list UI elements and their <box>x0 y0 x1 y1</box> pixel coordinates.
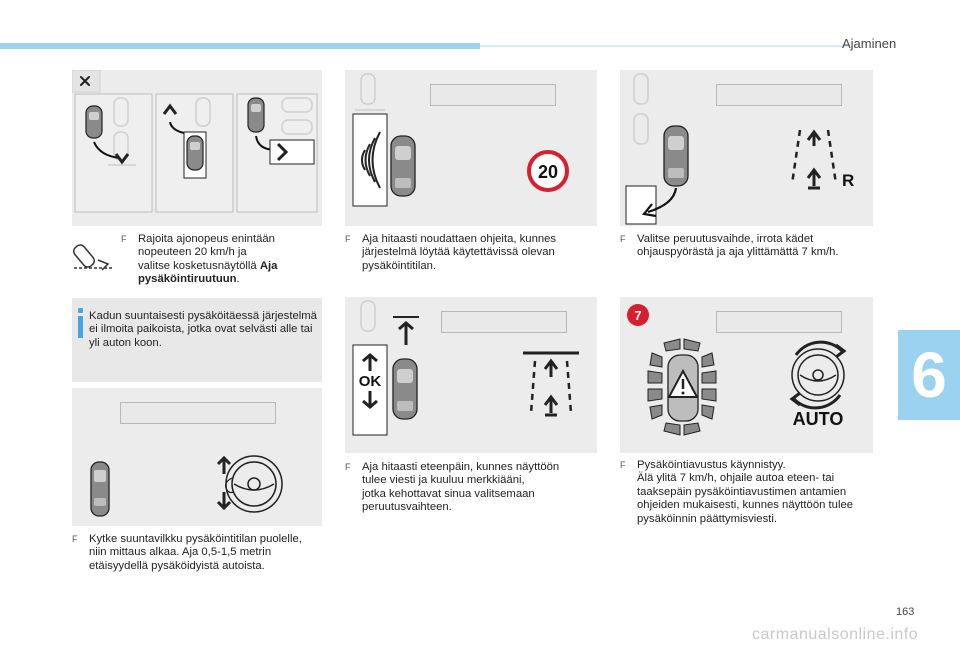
step-text: tulee viesti ja kuuluu merkkiääni, <box>362 474 525 487</box>
step-text: ohjauspyörästä ja aja ylittämättä 7 km/h. <box>637 246 839 259</box>
chapter-number: 6 <box>911 339 947 411</box>
steering-wheel-icon <box>792 342 844 408</box>
section-title: Ajaminen <box>842 36 897 51</box>
car-icon <box>86 106 102 138</box>
car-icon <box>664 126 688 186</box>
step-turn-signal <box>72 533 327 573</box>
step-number-badge <box>627 304 649 326</box>
step-text-bold: Aja <box>259 259 278 272</box>
step-text: taaksepäin pysäköintiavustimen antamien <box>637 485 847 498</box>
auto-label: AUTO <box>792 409 844 429</box>
header-divider <box>480 45 850 47</box>
reverse-svg <box>620 70 873 226</box>
parking-types-illustration <box>72 70 322 226</box>
step-text: Älä ylitä 7 km/h, ohjaile autoa eteen- tai <box>637 472 835 485</box>
reverse-illustration <box>620 70 873 226</box>
step-auto-parking <box>620 459 880 526</box>
speed-limit-value: 20 <box>537 162 559 182</box>
steering-wheel-icon <box>226 456 282 512</box>
turn-signal-svg <box>72 388 322 526</box>
reverse-space-icon <box>792 130 836 188</box>
step-limit-speed <box>121 233 321 287</box>
bullet-marker: F <box>72 534 78 544</box>
step-text: Pysäköintiavustus käynnistyy. <box>637 459 786 471</box>
step-text: niin mittaus alkaa. Aja 0,5-1,5 metrin <box>89 546 272 559</box>
step-text: . <box>236 273 240 286</box>
forward-ok-svg <box>345 297 597 453</box>
page-number: 163 <box>896 606 915 618</box>
car-icon <box>248 98 264 132</box>
scanning-illustration <box>345 70 597 226</box>
forward-ok-illustration <box>345 297 597 453</box>
step-text: Aja hitaasti noudattaen ohjeita, kunnes <box>362 233 557 245</box>
chapter-tab <box>898 330 960 420</box>
step-text-bold: pysäköintiruutuun <box>138 273 237 286</box>
car-icon <box>187 136 203 170</box>
step-text: etäisyydellä pysäköidyistä autoista. <box>89 559 265 572</box>
turn-signal-illustration <box>72 388 322 526</box>
scanning-svg <box>345 70 597 226</box>
bullet-marker: F <box>620 234 626 244</box>
step-text: Rajoita ajonopeus enintään <box>138 233 275 245</box>
info-icon <box>78 308 83 338</box>
bullet-marker: F <box>345 462 351 472</box>
step-drive-forward <box>345 461 600 515</box>
car-icon <box>91 462 109 516</box>
step-text: peruutusvaihteen. <box>362 501 452 514</box>
step-text: Kytke suuntavilkku pysäköintitilan puolelle, <box>89 533 302 545</box>
step-text: ohjeiden mukaisesti, kunnes näyttöön tulee <box>637 499 854 512</box>
auto-parking-svg <box>620 297 873 453</box>
reverse-label: R <box>842 171 855 190</box>
car-speed-icon <box>74 238 114 274</box>
car-icon <box>391 136 415 196</box>
step-text: järjestelmä löytää käytettävissä olevan <box>362 246 555 259</box>
step-text: Valitse peruutusvaihde, irrota kädet <box>637 233 814 245</box>
step-drive-slowly <box>345 233 600 273</box>
step-number: 7 <box>634 308 642 323</box>
parking-space-icon <box>523 353 579 415</box>
info-note <box>72 298 322 382</box>
watermark: carmanualsonline.info <box>752 626 919 643</box>
header-accent-bar <box>0 43 480 49</box>
ok-label: OK <box>358 373 382 390</box>
info-text: Kadun suuntaisesti pysäköitäessä järjestelmä ei ilmoita paikoista, jotka ovat selvästi alle tai yli auton koon. <box>89 310 317 349</box>
car-icon <box>393 359 417 419</box>
step-text: jotka kehottavat sinua valitsemaan <box>362 487 535 500</box>
arrow-up-icon <box>399 323 413 345</box>
bullet-marker: F <box>345 234 351 244</box>
step-text: valitse kosketusnäytöllä <box>138 259 260 272</box>
parking-types-svg <box>72 70 322 226</box>
step-reverse <box>620 233 875 260</box>
speed-limit-sign-icon <box>529 152 567 190</box>
step-text: pysäköinnin päättymisviesti. <box>637 512 778 525</box>
step-text: Aja hitaasti eteenpäin, kunnes näyttöön <box>362 461 560 473</box>
step-text: nopeuteen 20 km/h ja <box>138 246 247 259</box>
auto-parking-illustration <box>620 297 873 453</box>
bullet-marker: F <box>620 460 626 470</box>
step-text: pysäköintitilan. <box>362 259 437 272</box>
bullet-marker: F <box>121 234 127 244</box>
